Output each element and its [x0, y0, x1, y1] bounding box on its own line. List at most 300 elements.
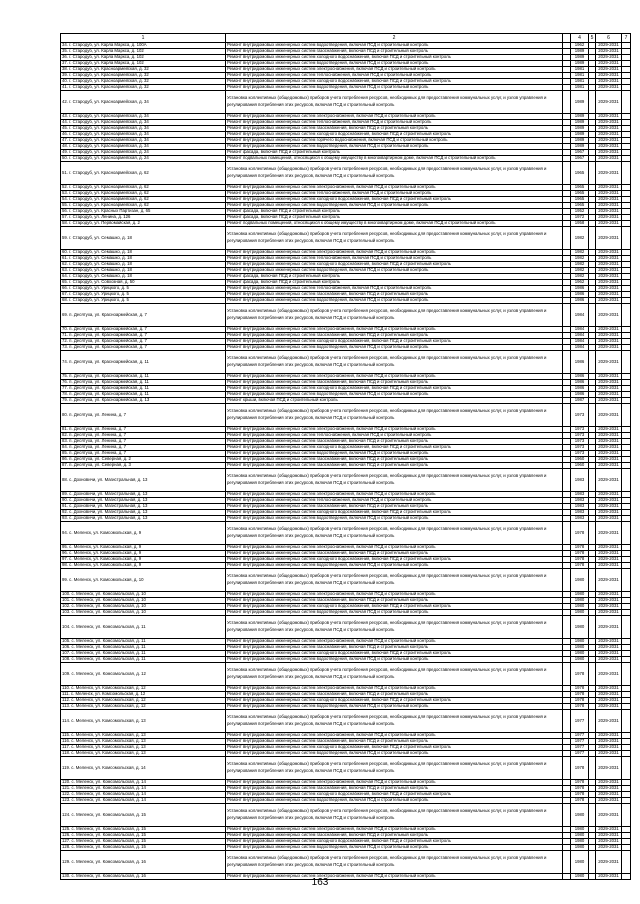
- year-cell: 1989: [571, 55, 589, 61]
- year-cell: 1973: [571, 445, 589, 451]
- period-cell: 2029-2031: [596, 851, 622, 874]
- address-cell: 125. с. Меленск, ул. Комсомольская, д. 15: [61, 827, 226, 833]
- work-type-cell: Ремонт подвальных помещений, относящихся к общему имуществу в многоквартирном доме, включая ПСД и строительный контроль: [226, 156, 563, 162]
- period-cell: 2029-2031: [596, 262, 622, 268]
- address-cell: 111. с. Меленск, ул. Комсомольская, д. 12: [61, 692, 226, 698]
- year-cell: 1986: [571, 292, 589, 298]
- work-type-cell: Установка коллективных (общедомовых) приборов учета потребления ресурсов, необходимых для предоставления коммунальных услуг, и узлов управления и регулирования потребления этих ресурсов, включая ПСД и строительный контроль: [226, 162, 563, 185]
- period-cell: 2029-2031: [596, 209, 622, 215]
- year-cell: 1978: [571, 686, 589, 692]
- table-row: [61, 663, 631, 686]
- year-cell: 1984: [571, 304, 589, 327]
- year-cell: 1980: [571, 616, 589, 639]
- year-cell: 1982: [571, 250, 589, 256]
- work-type-cell: Ремонт внутридомовых инженерных систем водоотведения, включая ПСД и строительный контроль: [226, 516, 563, 522]
- work-type-cell: Установка коллективных (общедомовых) приборов учета потребления ресурсов, необходимых для предоставления коммунальных услуг, и узлов управления и регулирования потребления этих ресурсов, включая ПСД и строительный контроль: [226, 710, 563, 733]
- work-type-cell: Ремонт внутридомовых инженерных систем водоотведения, включая ПСД и строительный контроль: [226, 203, 563, 209]
- period-cell: 2029-2031: [596, 203, 622, 209]
- address-cell: 77. п. Десятуха, ул. Красноармейская, д. 11: [61, 386, 226, 392]
- period-cell: 2029-2031: [596, 522, 622, 545]
- year-cell: 1984: [571, 339, 589, 345]
- address-cell: 57. г. Стародуб, ул. Ленина, д. 126: [61, 215, 226, 221]
- address-cell: 39. г. Стародуб, ул. Красноармейская, д. 32: [61, 73, 226, 79]
- address-cell: 92. с. Дохновичи, ул. Магистральная, д. 13: [61, 510, 226, 516]
- period-cell: 2029-2031: [596, 227, 622, 250]
- year-cell: 1960: [571, 457, 589, 463]
- year-cell: 1977: [571, 739, 589, 745]
- year-cell: 1986: [571, 286, 589, 292]
- address-cell: 94. с. Меленск, ул. Комсомольская, д. 9: [61, 522, 226, 545]
- period-cell: 2029-2031: [596, 433, 622, 439]
- address-cell: 112. с. Меленск, ул. Комсомольская, д. 12: [61, 698, 226, 704]
- year-cell: 1980: [571, 839, 589, 845]
- col-3-cell: [563, 162, 571, 185]
- col-3-cell: [563, 404, 571, 427]
- address-cell: 87. п. Десятуха, ул. Северная, д. 3: [61, 463, 226, 469]
- period-cell: 2029-2031: [596, 67, 622, 73]
- year-cell: 1977: [571, 733, 589, 739]
- address-cell: 97. с. Меленск, ул. Комсомольская, д. 9: [61, 557, 226, 563]
- page-number: 163: [311, 877, 329, 888]
- period-cell: 2029-2031: [596, 386, 622, 392]
- col-7-cell: [622, 757, 631, 780]
- year-cell: 1982: [571, 274, 589, 280]
- work-type-cell: Ремонт внутридомовых инженерных систем холодного водоснабжения, включая ПСД и строительный контроль: [226, 557, 563, 563]
- year-cell: 1978: [571, 757, 589, 780]
- col-5-cell: [589, 162, 596, 185]
- col-5-cell: [589, 663, 596, 686]
- col-5-cell: [589, 227, 596, 250]
- work-type-cell: Ремонт внутридомовых инженерных систем теплоснабжения, включая ПСД и строительный контроль: [226, 256, 563, 262]
- work-type-cell: Ремонт внутридомовых инженерных систем электроснабжения, включая ПСД и строительный контроль: [226, 427, 563, 433]
- work-type-cell: Установка коллективных (общедомовых) приборов учета потребления ресурсов, необходимых для предоставления коммунальных услуг, и узлов управления и регулирования потребления этих ресурсов, включая ПСД и строительный контроль: [226, 757, 563, 780]
- period-cell: 2029-2031: [596, 463, 622, 469]
- work-type-cell: Ремонт внутридомовых инженерных систем холодного водоснабжения, включая ПСД и строительный контроль: [226, 197, 563, 203]
- work-type-cell: Ремонт внутридомовых инженерных систем холодного водоснабжения, включая ПСД и строительный контроль: [226, 386, 563, 392]
- address-cell: 113. с. Меленск, ул. Комсомольская, д. 12: [61, 704, 226, 710]
- address-cell: 127. с. Меленск, ул. Комсомольская, д. 15: [61, 839, 226, 845]
- work-type-cell: Ремонт внутридомовых инженерных систем холодного водоснабжения, включая ПСД и строительный контроль: [226, 339, 563, 345]
- address-cell: 123. с. Меленск, ул. Комсомольская, д. 14: [61, 798, 226, 804]
- period-cell: 2029-2031: [596, 392, 622, 398]
- col-7-cell: [622, 91, 631, 114]
- col-5-cell: [589, 351, 596, 374]
- address-cell: 59. г. Стародуб, ул. Семашко, д. 18: [61, 227, 226, 250]
- work-type-cell: Ремонт внутридомовых инженерных систем холодного водоснабжения, включая ПСД и строительный контроль: [226, 604, 563, 610]
- year-cell: 1962: [571, 280, 589, 286]
- address-cell: 42. г. Стародуб, ул. Красноармейская, д. 34: [61, 91, 226, 114]
- work-type-cell: Ремонт внутридомовых инженерных систем горячего водоснабжения, включая ПСД и строительный контроль: [226, 138, 563, 144]
- year-cell: 1980: [571, 569, 589, 592]
- address-cell: 86. п. Десятуха, ул. Северная, д. 2: [61, 457, 226, 463]
- period-cell: 2029-2031: [596, 427, 622, 433]
- year-cell: 1986: [571, 386, 589, 392]
- period-cell: 2029-2031: [596, 551, 622, 557]
- work-type-cell: Ремонт внутридомовых инженерных систем водоотведения, включая ПСД и строительный контроль: [226, 345, 563, 351]
- period-cell: 2029-2031: [596, 55, 622, 61]
- year-cell: 1980: [571, 639, 589, 645]
- address-cell: 50. г. Стародуб, ул. Красноармейская, д. 24: [61, 156, 226, 162]
- year-cell: 1980: [571, 604, 589, 610]
- col-7-cell: [622, 227, 631, 250]
- year-cell: 1989: [571, 138, 589, 144]
- work-type-cell: Ремонт внутридомовых инженерных систем водоотведения, включая ПСД и строительный контроль: [226, 610, 563, 616]
- period-cell: 2029-2031: [596, 49, 622, 55]
- col-3-cell: [563, 304, 571, 327]
- col-3-cell: [563, 469, 571, 492]
- work-type-cell: Ремонт внутридомовых инженерных систем теплоснабжения, включая ПСД и строительный контроль: [226, 286, 563, 292]
- work-type-cell: Ремонт внутридомовых инженерных систем электроснабжения, включая ПСД и строительный контроль: [226, 827, 563, 833]
- work-type-cell: Ремонт внутридомовых инженерных систем электроснабжения, включая ПСД и строительный контроль: [226, 327, 563, 333]
- period-cell: 2029-2031: [596, 592, 622, 598]
- year-cell: 1962: [571, 43, 589, 49]
- work-type-cell: Установка коллективных (общедомовых) приборов учета потребления ресурсов, необходимых для предоставления коммунальных услуг, и узлов управления и регулирования потребления этих ресурсов, включая ПСД и строительный контроль: [226, 804, 563, 827]
- period-cell: 2029-2031: [596, 545, 622, 551]
- address-cell: 34. г. Стародуб, ул. Карла Маркса, д. 100А: [61, 43, 226, 49]
- period-cell: 2029-2031: [596, 557, 622, 563]
- work-type-cell: Ремонт внутридомовых инженерных систем водоотведения, включая ПСД и строительный контроль: [226, 751, 563, 757]
- year-cell: 1989: [571, 144, 589, 150]
- address-cell: 91. с. Дохновичи, ул. Магистральная, д. 13: [61, 504, 226, 510]
- table-row: [61, 757, 631, 780]
- address-cell: 35. г. Стародуб, ул. Карла Маркса, д. 102: [61, 49, 226, 55]
- col-7-cell: [622, 469, 631, 492]
- address-cell: 65. г. Стародуб, ул. Совхозная, д. 50: [61, 280, 226, 286]
- work-type-cell: Ремонт внутридомовых инженерных систем электроснабжения, включая ПСД и строительный контроль: [226, 733, 563, 739]
- year-cell: 1978: [571, 557, 589, 563]
- document-sheet: [60, 33, 630, 880]
- year-cell: 1980: [571, 651, 589, 657]
- work-type-cell: Ремонт внутридомовых инженерных систем электроснабжения, включая ПСД и строительный контроль: [226, 686, 563, 692]
- address-cell: 89. с. Дохновичи, ул. Магистральная, д. 13: [61, 492, 226, 498]
- col-7-cell: [622, 663, 631, 686]
- address-cell: 120. с. Меленск, ул. Комсомольская, д. 14: [61, 780, 226, 786]
- period-cell: 2029-2031: [596, 333, 622, 339]
- period-cell: 2029-2031: [596, 745, 622, 751]
- year-cell: 1983: [571, 498, 589, 504]
- address-cell: 67. г. Стародуб, ул. Урицкого, д. 5: [61, 292, 226, 298]
- work-type-cell: Ремонт внутридомовых инженерных систем газоснабжения, включая ПСД и строительный контроль: [226, 504, 563, 510]
- work-type-cell: Ремонт подвальных помещений, относящихся к общему имуществу в многоквартирном доме, включая ПСД и строительный контроль: [226, 221, 563, 227]
- col-3-cell: [563, 569, 571, 592]
- work-type-cell: Ремонт внутридомовых инженерных систем газоснабжения, включая ПСД и строительный контроль: [226, 463, 563, 469]
- table-row: [61, 710, 631, 733]
- year-cell: 1986: [571, 380, 589, 386]
- period-cell: 2029-2031: [596, 162, 622, 185]
- address-cell: 45. г. Стародуб, ул. Красноармейская, д. 34: [61, 126, 226, 132]
- year-cell: 1980: [571, 598, 589, 604]
- address-cell: 36. г. Стародуб, ул. Карла Маркса, д. 102: [61, 55, 226, 61]
- work-type-cell: Установка коллективных (общедомовых) приборов учета потребления ресурсов, необходимых для предоставления коммунальных услуг, и узлов управления и регулирования потребления этих ресурсов, включая ПСД и строительный контроль: [226, 304, 563, 327]
- year-cell: 1986: [571, 374, 589, 380]
- year-cell: 1989: [571, 114, 589, 120]
- period-cell: 2029-2031: [596, 268, 622, 274]
- period-cell: 2029-2031: [596, 138, 622, 144]
- year-cell: 1982: [571, 268, 589, 274]
- period-cell: 2029-2031: [596, 510, 622, 516]
- year-cell: 1973: [571, 427, 589, 433]
- period-cell: 2029-2031: [596, 191, 622, 197]
- col-3-cell: [563, 851, 571, 874]
- period-cell: 2029-2031: [596, 639, 622, 645]
- year-cell: 1980: [571, 845, 589, 851]
- address-cell: 106. с. Меленск, ул. Комсомольская, д. 11: [61, 645, 226, 651]
- work-type-cell: Ремонт внутридомовых инженерных систем холодного водоснабжения, включая ПСД и строительный контроль: [226, 792, 563, 798]
- year-cell: 1984: [571, 333, 589, 339]
- period-cell: 2029-2031: [596, 398, 622, 404]
- address-cell: 58. г. Стародуб, ул. Первомайская, д. 2: [61, 221, 226, 227]
- col-3-cell: [563, 710, 571, 733]
- address-cell: 90. с. Дохновичи, ул. Магистральная, д. 13: [61, 498, 226, 504]
- address-cell: 104. с. Меленск, ул. Комсомольская, д. 11: [61, 616, 226, 639]
- col-7-cell: [622, 162, 631, 185]
- address-cell: 110. с. Меленск, ул. Комсомольская, д. 12: [61, 686, 226, 692]
- table-row: [61, 522, 631, 545]
- work-type-cell: Ремонт внутридомовых инженерных систем холодного водоснабжения, включая ПСД и строительный контроль: [226, 79, 563, 85]
- period-cell: 2029-2031: [596, 156, 622, 162]
- year-cell: 1965: [571, 191, 589, 197]
- col-7-cell: [622, 522, 631, 545]
- year-cell: 1980: [571, 645, 589, 651]
- col-3-cell: [563, 91, 571, 114]
- address-cell: 79. п. Десятуха, ул. Красноармейская, д. 13: [61, 398, 226, 404]
- work-type-cell: Ремонт внутридомовых инженерных систем электроснабжения, включая ПСД и строительный контроль: [226, 114, 563, 120]
- period-cell: 2029-2031: [596, 710, 622, 733]
- work-type-cell: Ремонт внутридомовых инженерных систем газоснабжения, включая ПСД и строительный контроль: [226, 49, 563, 55]
- col-5-cell: [589, 304, 596, 327]
- address-cell: 83. п. Десятуха, ул. Ленина, д. 7: [61, 439, 226, 445]
- address-cell: 80. п. Десятуха, ул. Ленина, д. 7: [61, 404, 226, 427]
- year-cell: 1981: [571, 73, 589, 79]
- col-7-cell: [622, 351, 631, 374]
- table-header-row: [61, 34, 631, 43]
- table-row: [61, 616, 631, 639]
- work-type-cell: Ремонт фасада, включая ПСД и строительный контроль: [226, 209, 563, 215]
- address-cell: 101. с. Меленск, ул. Комсомольская, д. 10: [61, 598, 226, 604]
- period-cell: 2029-2031: [596, 492, 622, 498]
- year-cell: 1978: [571, 563, 589, 569]
- year-cell: 1978: [571, 704, 589, 710]
- year-cell: 1952: [571, 209, 589, 215]
- address-cell: 96. с. Меленск, ул. Комсомольская, д. 9: [61, 551, 226, 557]
- address-cell: 61. г. Стародуб, ул. Семашко, д. 18: [61, 256, 226, 262]
- period-cell: 2029-2031: [596, 215, 622, 221]
- year-cell: 1977: [571, 710, 589, 733]
- col-7-cell: [622, 569, 631, 592]
- address-cell: 82. п. Десятуха, ул. Ленина, д. 7: [61, 433, 226, 439]
- address-cell: 116. с. Меленск, ул. Комсомольская, д. 13: [61, 739, 226, 745]
- table-row: [61, 804, 631, 827]
- period-cell: 2029-2031: [596, 327, 622, 333]
- year-cell: 1982: [571, 256, 589, 262]
- col-5-cell: [589, 851, 596, 874]
- work-type-cell: Ремонт внутридомовых инженерных систем газоснабжения, включая ПСД и строительный контроль: [226, 292, 563, 298]
- work-type-cell: Ремонт внутридомовых инженерных систем водоотведения, включая ПСД и строительный контроль: [226, 845, 563, 851]
- table-row: [61, 162, 631, 185]
- period-cell: 2029-2031: [596, 874, 622, 880]
- year-cell: 1965: [571, 197, 589, 203]
- period-cell: 2029-2031: [596, 698, 622, 704]
- period-cell: 2029-2031: [596, 504, 622, 510]
- col-3-cell: [563, 757, 571, 780]
- year-cell: 1986: [571, 392, 589, 398]
- address-cell: 109. с. Меленск, ул. Комсомольская, д. 12: [61, 663, 226, 686]
- work-type-cell: Ремонт внутридомовых инженерных систем водоотведения, включая ПСД и строительный контроль: [226, 144, 563, 150]
- table-row: [61, 569, 631, 592]
- year-cell: 1984: [571, 345, 589, 351]
- work-type-cell: Ремонт внутридомовых инженерных систем газоснабжения, включая ПСД и строительный контроль: [226, 333, 563, 339]
- period-cell: 2029-2031: [596, 610, 622, 616]
- address-cell: 74. п. Десятуха, ул. Красноармейская, д. 11: [61, 351, 226, 374]
- address-cell: 64. г. Стародуб, ул. Семашко, д. 18: [61, 274, 226, 280]
- work-type-cell: Ремонт внутридомовых инженерных систем электроснабжения, включая ПСД и строительный контроль: [226, 639, 563, 645]
- year-cell: 1983: [571, 516, 589, 522]
- year-cell: 1978: [571, 663, 589, 686]
- address-cell: 103. с. Меленск, ул. Комсомольская, д. 10: [61, 610, 226, 616]
- address-cell: 100. с. Меленск, ул. Комсомольская, д. 10: [61, 592, 226, 598]
- col-5-cell: [589, 522, 596, 545]
- col-5-cell: [589, 469, 596, 492]
- period-cell: 2029-2031: [596, 185, 622, 191]
- year-cell: 1989: [571, 132, 589, 138]
- work-type-cell: Ремонт фасада, включая ПСД и строительный контроль: [226, 215, 563, 221]
- period-cell: 2029-2031: [596, 298, 622, 304]
- period-cell: 2029-2031: [596, 374, 622, 380]
- address-cell: 44. г. Стародуб, ул. Красноармейская, д. 34: [61, 120, 226, 126]
- address-cell: 81. п. Десятуха, ул. Ленина, д. 7: [61, 427, 226, 433]
- period-cell: 2029-2031: [596, 144, 622, 150]
- col-5-cell: [589, 569, 596, 592]
- work-type-cell: Ремонт внутридомовых инженерных систем водоотведения, включая ПСД и строительный контроль: [226, 61, 563, 67]
- work-type-cell: Ремонт внутридомовых инженерных систем электроснабжения, включая ПСД и строительный контроль: [226, 545, 563, 551]
- address-cell: 71. п. Десятуха, ул. Красноармейская, д. 7: [61, 333, 226, 339]
- address-cell: 88. с. Дохновичи, ул. Магистральная, д. 13: [61, 469, 226, 492]
- work-type-cell: Установка коллективных (общедомовых) приборов учета потребления ресурсов, необходимых для предоставления коммунальных услуг, и узлов управления и регулирования потребления этих ресурсов, включая ПСД и строительный контроль: [226, 404, 563, 427]
- year-cell: 1989: [571, 49, 589, 55]
- address-cell: 78. п. Десятуха, ул. Красноармейская, д. 11: [61, 392, 226, 398]
- col-7-cell: [622, 616, 631, 639]
- year-cell: 1986: [571, 298, 589, 304]
- period-cell: 2029-2031: [596, 274, 622, 280]
- year-cell: 1982: [571, 262, 589, 268]
- year-cell: 1980: [571, 804, 589, 827]
- table-row: [61, 227, 631, 250]
- year-cell: 1983: [571, 504, 589, 510]
- period-cell: 2029-2031: [596, 598, 622, 604]
- address-cell: 119. с. Меленск, ул. Комсомольская, д. 14: [61, 757, 226, 780]
- period-cell: 2029-2031: [596, 380, 622, 386]
- period-cell: 2029-2031: [596, 686, 622, 692]
- header-col-1: 1: [61, 34, 226, 43]
- year-cell: 1977: [571, 745, 589, 751]
- work-type-cell: Ремонт внутридомовых инженерных систем холодного водоснабжения, включая ПСД и строительный контроль: [226, 55, 563, 61]
- period-cell: 2029-2031: [596, 845, 622, 851]
- year-cell: 1978: [571, 692, 589, 698]
- address-cell: 55. г. Стародуб, ул. Красноармейская, д. 62: [61, 203, 226, 209]
- col-5-cell: [589, 404, 596, 427]
- address-cell: 70. п. Десятуха, ул. Красноармейская, д. 7: [61, 327, 226, 333]
- period-cell: 2029-2031: [596, 43, 622, 49]
- year-cell: 1965: [571, 185, 589, 191]
- period-cell: 2029-2031: [596, 786, 622, 792]
- address-cell: 85. п. Десятуха, ул. Ленина, д. 7: [61, 451, 226, 457]
- address-cell: 124. с. Меленск, ул. Комсомольская, д. 15: [61, 804, 226, 827]
- period-cell: 2029-2031: [596, 345, 622, 351]
- year-cell: 1973: [571, 451, 589, 457]
- address-cell: 126. с. Меленск, ул. Комсомольская, д. 15: [61, 833, 226, 839]
- work-type-cell: Ремонт фасада, включая ПСД и строительный контроль: [226, 274, 563, 280]
- year-cell: 1980: [571, 827, 589, 833]
- year-cell: 1978: [571, 551, 589, 557]
- year-cell: 1983: [571, 492, 589, 498]
- col-3-cell: [563, 663, 571, 686]
- address-cell: 52. г. Стародуб, ул. Красноармейская, д. 62: [61, 185, 226, 191]
- address-cell: 114. с. Меленск, ул. Комсомольская, д. 13: [61, 710, 226, 733]
- header-col-2: 2: [226, 34, 563, 43]
- year-cell: 1973: [571, 404, 589, 427]
- address-cell: 49. г. Стародуб, ул. Красноармейская, д. 24: [61, 150, 226, 156]
- period-cell: 2029-2031: [596, 197, 622, 203]
- work-type-cell: Ремонт внутридомовых инженерных систем водоотведения, включая ПСД и строительный контроль: [226, 268, 563, 274]
- col-3-cell: [563, 227, 571, 250]
- address-cell: 98. с. Меленск, ул. Комсомольская, д. 9: [61, 563, 226, 569]
- col-5-cell: [589, 616, 596, 639]
- period-cell: 2029-2031: [596, 704, 622, 710]
- col-7-cell: [622, 804, 631, 827]
- work-type-cell: Ремонт крыши, включая ПСД и строительный контроль: [226, 398, 563, 404]
- year-cell: 1978: [571, 522, 589, 545]
- table-row: [61, 351, 631, 374]
- period-cell: 2029-2031: [596, 404, 622, 427]
- work-type-cell: Ремонт фасада, включая ПСД и строительный контроль: [226, 280, 563, 286]
- work-type-cell: Ремонт внутридомовых инженерных систем водоотведения, включая ПСД и строительный контроль: [226, 798, 563, 804]
- address-cell: 107. с. Меленск, ул. Комсомольская, д. 11: [61, 651, 226, 657]
- year-cell: 1978: [571, 698, 589, 704]
- period-cell: 2029-2031: [596, 439, 622, 445]
- period-cell: 2029-2031: [596, 792, 622, 798]
- period-cell: 2029-2031: [596, 739, 622, 745]
- year-cell: 1980: [571, 657, 589, 663]
- work-type-cell: Ремонт внутридомовых инженерных систем электроснабжения, включая ПСД и строительный контроль: [226, 592, 563, 598]
- work-type-cell: Ремонт внутридомовых инженерных систем газоснабжения, включая ПСД и строительный контроль: [226, 692, 563, 698]
- period-cell: 2029-2031: [596, 563, 622, 569]
- address-cell: 102. с. Меленск, ул. Комсомольская, д. 10: [61, 604, 226, 610]
- period-cell: 2029-2031: [596, 61, 622, 67]
- table-row: [61, 851, 631, 874]
- year-cell: 1989: [571, 126, 589, 132]
- work-type-cell: Установка коллективных (общедомовых) приборов учета потребления ресурсов, необходимых для предоставления коммунальных услуг, и узлов управления и регулирования потребления этих ресурсов, включая ПСД и строительный контроль: [226, 227, 563, 250]
- col-5-cell: [589, 804, 596, 827]
- col-5-cell: [589, 91, 596, 114]
- year-cell: 1980: [571, 592, 589, 598]
- work-type-cell: Ремонт внутридомовых инженерных систем водоотведения, включая ПСД и строительный контроль: [226, 563, 563, 569]
- year-cell: 1978: [571, 798, 589, 804]
- year-cell: 1973: [571, 433, 589, 439]
- year-cell: 1977: [571, 751, 589, 757]
- address-cell: 115. с. Меленск, ул. Комсомольская, д. 13: [61, 733, 226, 739]
- address-cell: 128. с. Меленск, ул. Комсомольская, д. 15: [61, 845, 226, 851]
- address-cell: 73. п. Десятуха, ул. Красноармейская, д. 7: [61, 345, 226, 351]
- year-cell: 1980: [571, 874, 589, 880]
- year-cell: 1980: [571, 851, 589, 874]
- period-cell: 2029-2031: [596, 286, 622, 292]
- col-3-cell: [563, 616, 571, 639]
- work-type-cell: Ремонт внутридомовых инженерных систем водоотведения, включая ПСД и строительный контроль: [226, 451, 563, 457]
- address-cell: 54. г. Стародуб, ул. Красноармейская, д. 62: [61, 197, 226, 203]
- year-cell: 1989: [571, 91, 589, 114]
- work-type-cell: Установка коллективных (общедомовых) приборов учета потребления ресурсов, необходимых для предоставления коммунальных услуг, и узлов управления и регулирования потребления этих ресурсов, включая ПСД и строительный контроль: [226, 469, 563, 492]
- work-type-cell: Ремонт внутридомовых инженерных систем электроснабжения, включая ПСД и строительный контроль: [226, 874, 563, 880]
